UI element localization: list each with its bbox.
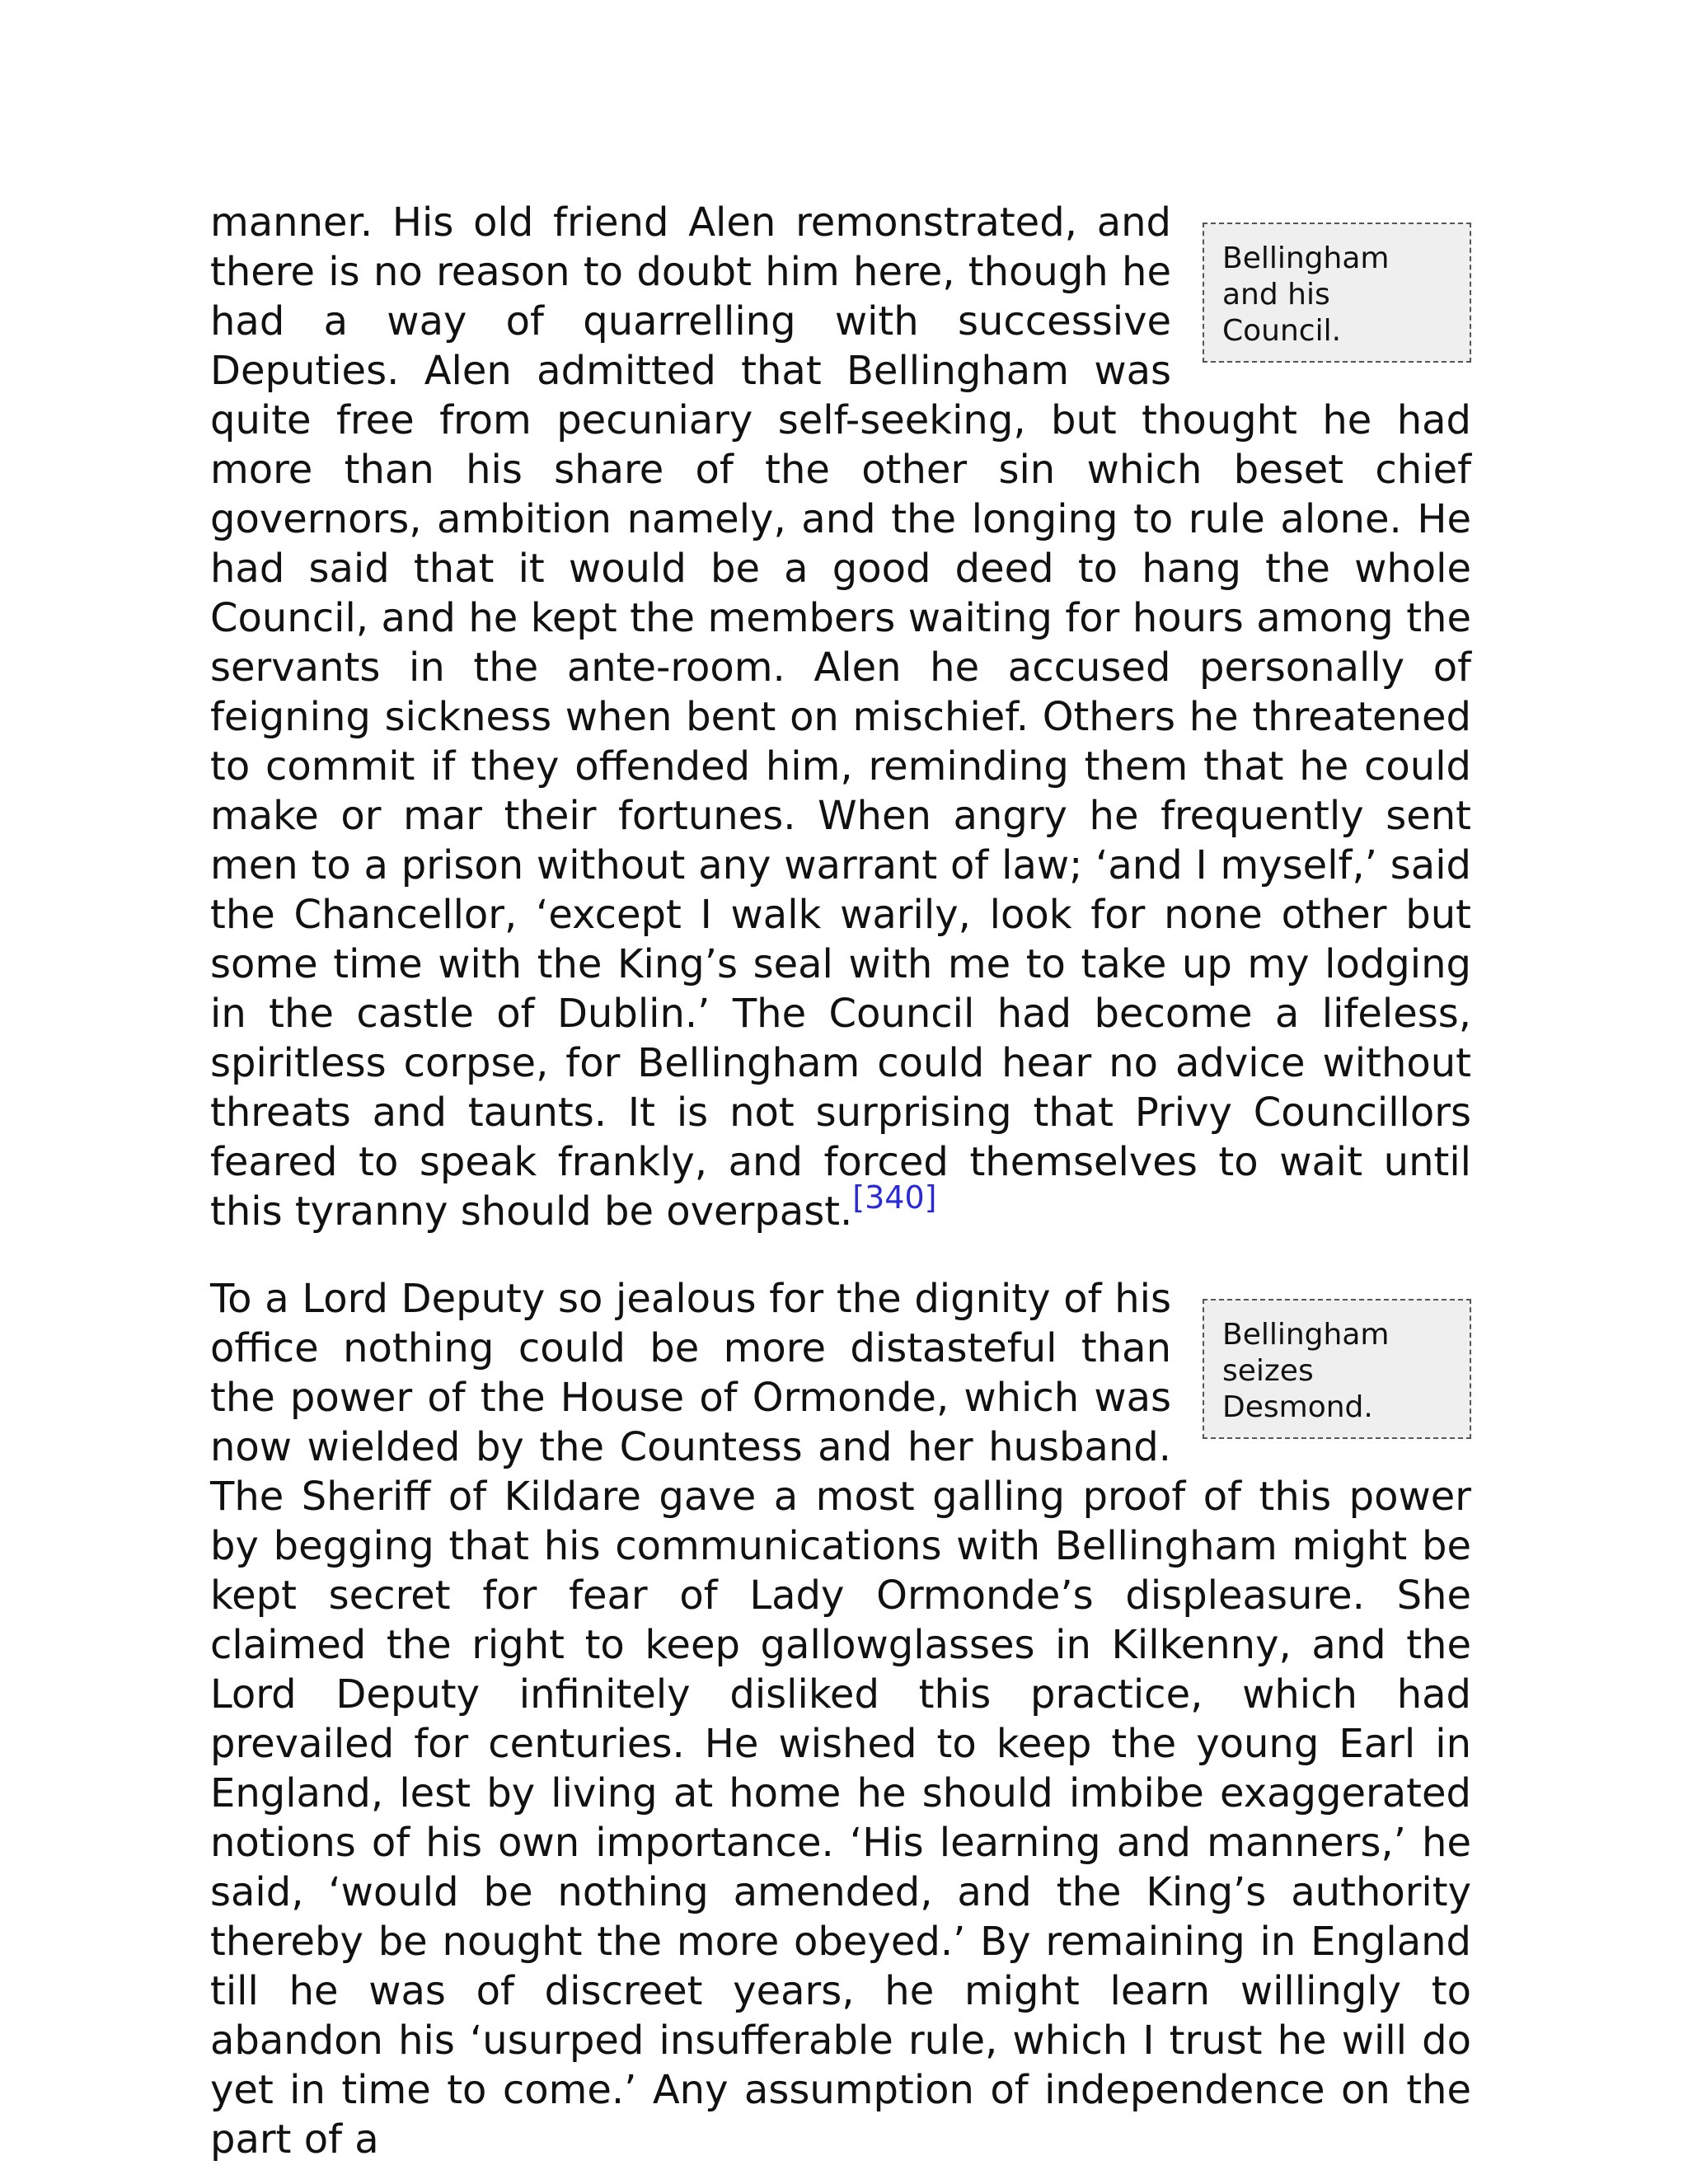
paragraph-2 <box>210 1274 1471 2164</box>
sidenote-bellingham-and-his-council: Bellingham and his Council. <box>1203 223 1471 363</box>
sidenote-bellingham-seizes-desmond: Bellingham seizes Desmond. <box>1203 1299 1471 1439</box>
paragraph-2-text: To a Lord Deputy so jealous for the dignity of his office nothing could be more distasteful than the power of the House of Ormonde, which was now wielded by the Countess and her husband. The Sheriff of Kildare gave a most galling proof of this power by begging that his communications with Bellingham might be kept secret for fear of Lady Ormonde’s displeasure. She claimed the right to keep gallowglasses in Kilkenny, and the Lord Deputy infinitely disliked this practice, which had prevailed for centuries. He wished to keep the young Earl in England, lest by living at home he should imbibe exaggerated notions of his own importance. ‘His learning and manners,’ he said, ‘would be nothing amended, and the King’s authority thereby be nought the more obeyed.’ By remaining in England till he was of discreet years, he might learn willingly to abandon his ‘usurped insufferable rule, which I trust he will do yet in time to come.’ Any assumption of independence on the part of a <box>210 1276 1471 2163</box>
paragraph-1 <box>210 198 1471 1236</box>
footnote-link-340[interactable]: [340] <box>852 1179 937 1216</box>
page-body <box>210 198 1471 2164</box>
paragraph-1-text: manner. His old friend Alen remonstrated, and there is no reason to doubt him here, though he had a way of quarrelling with successive Deputies. Alen admitted that Bellingham was quite free from pecuniary self-seeking, but thought he had more than his share of the other sin which beset chief governors, ambition namely, and the longing to rule alone. He had said that it would be a good deed to hang the whole Council, and he kept the members waiting for hours among the servants in the ante-room. Alen he accused personally of feigning sickness when bent on mischief. Others he threatened to commit if they offended him, reminding them that he could make or mar their fortunes. When angry he frequently sent men to a prison without any warrant of law; ‘and I myself,’ said the Chancellor, ‘except I walk warily, look for none other but some time with the King’s seal with me to take up my lodging in the castle of Dublin.’ The Council had become a lifeless, spiritless corpse, for Bellingham could hear no advice without threats and taunts. It is not surprising that Privy Councillors feared to speak frankly, and forced themselves to wait until this tyranny should be overpast. <box>210 199 1471 1235</box>
